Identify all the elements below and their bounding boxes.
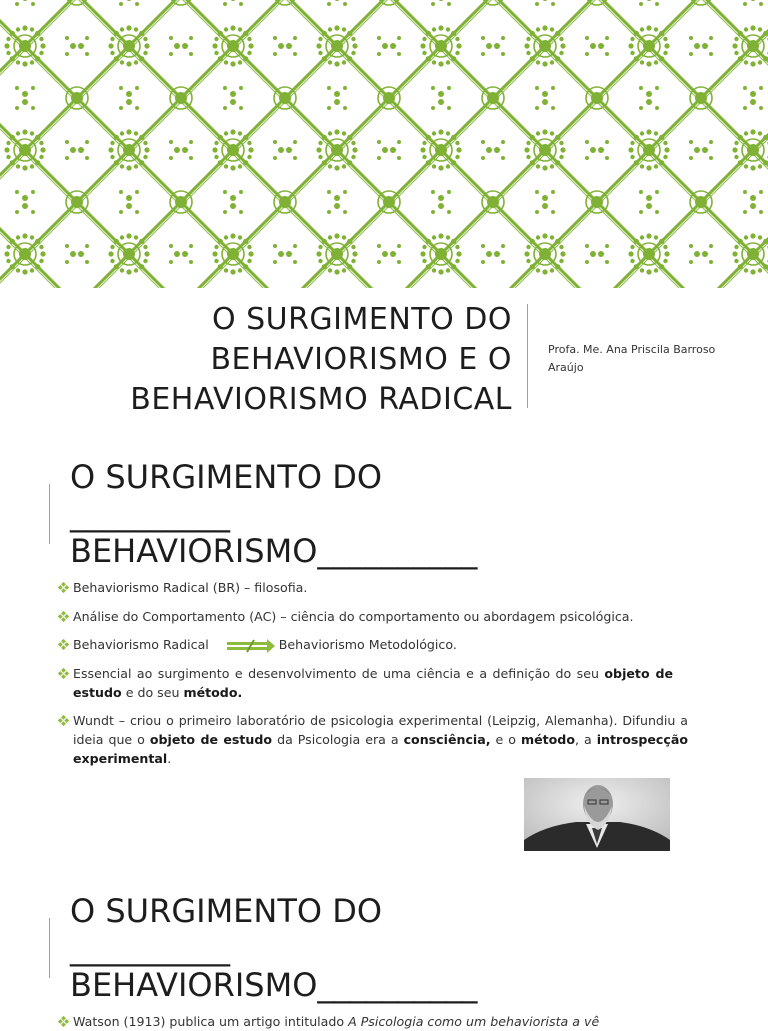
diamond-bullet-icon <box>58 668 69 679</box>
bullet-item <box>58 664 673 702</box>
bullet-text: Behaviorismo Radical (BR) – filosofia. <box>73 580 308 595</box>
bullet-text: Análise do Comportamento (AC) – ciência do comportamento ou abordagem psicológica. <box>73 608 634 624</box>
title-line: BEHAVIORISMO E O <box>210 342 512 377</box>
bullet-item <box>58 578 673 597</box>
heading-line: O SURGIMENTO DO <box>70 892 383 930</box>
bullet-text: . <box>167 751 172 766</box>
decorative-pattern-banner <box>0 0 768 288</box>
bullet-text: Essencial ao surgimento e desenvolvimento de uma ciência e a definição do seu <box>73 665 605 681</box>
bullet-text: Behaviorismo Metodológico. <box>278 637 457 652</box>
heading-line: BEHAVIORISMO__________ <box>70 532 478 570</box>
not-equal-arrow-icon <box>227 639 275 653</box>
bullet-item <box>58 635 673 654</box>
presentation-title <box>60 300 512 420</box>
heading-line: __________ <box>70 929 230 967</box>
heading-accent-bar <box>49 484 50 544</box>
heading-line: O SURGIMENTO DO <box>70 458 383 496</box>
bullet-item <box>58 711 688 768</box>
bold-text: objeto de estudo <box>73 665 673 700</box>
heading-accent-bar <box>49 918 50 978</box>
wundt-portrait-photo <box>524 778 670 851</box>
bold-text: método. <box>183 684 243 700</box>
bullet-text: e do seu <box>121 684 184 700</box>
bullet-text: Watson (1913) publica um artigo intitulado <box>73 1014 349 1029</box>
italic-text: A Psicologia como um behaviorista a vê <box>348 1014 600 1029</box>
bullet-text: da Psicologia era a <box>272 732 404 747</box>
bullet-item <box>58 1012 688 1031</box>
diamond-bullet-icon <box>58 1016 69 1027</box>
bullet-list <box>58 578 689 778</box>
subtitle-line: Araújo <box>548 361 584 374</box>
heading-line: __________ <box>70 495 230 533</box>
bold-text: consciência, <box>403 732 491 747</box>
author-subtitle <box>548 341 738 377</box>
bold-text: introspecção experimental <box>73 732 689 766</box>
bold-text: método <box>520 732 575 747</box>
diamond-bullet-icon <box>58 715 69 726</box>
slide-heading <box>70 893 670 1004</box>
bold-text: objeto de estudo <box>149 732 273 747</box>
title-divider <box>527 304 528 408</box>
diamond-bullet-icon <box>58 639 69 650</box>
diamond-bullet-icon <box>58 582 69 593</box>
bullet-text: Wundt – criou o primeiro laboratório de psicologia experimental (Leipzig, Alemanha). Difundiu a ideia que o <box>73 713 688 747</box>
bullet-text: , a <box>574 732 597 747</box>
heading-line: BEHAVIORISMO__________ <box>70 966 478 1004</box>
bullet-text: Behaviorismo Radical <box>73 637 209 652</box>
title-line: BEHAVIORISMO RADICAL <box>130 382 512 417</box>
subtitle-line: Profa. Me. Ana Priscila Barroso <box>548 343 716 356</box>
bullet-text: e o <box>490 732 521 747</box>
diamond-bullet-icon <box>58 611 69 622</box>
slide-heading <box>70 459 670 570</box>
bullet-item <box>58 607 673 626</box>
title-line: O SURGIMENTO DO <box>211 302 512 337</box>
